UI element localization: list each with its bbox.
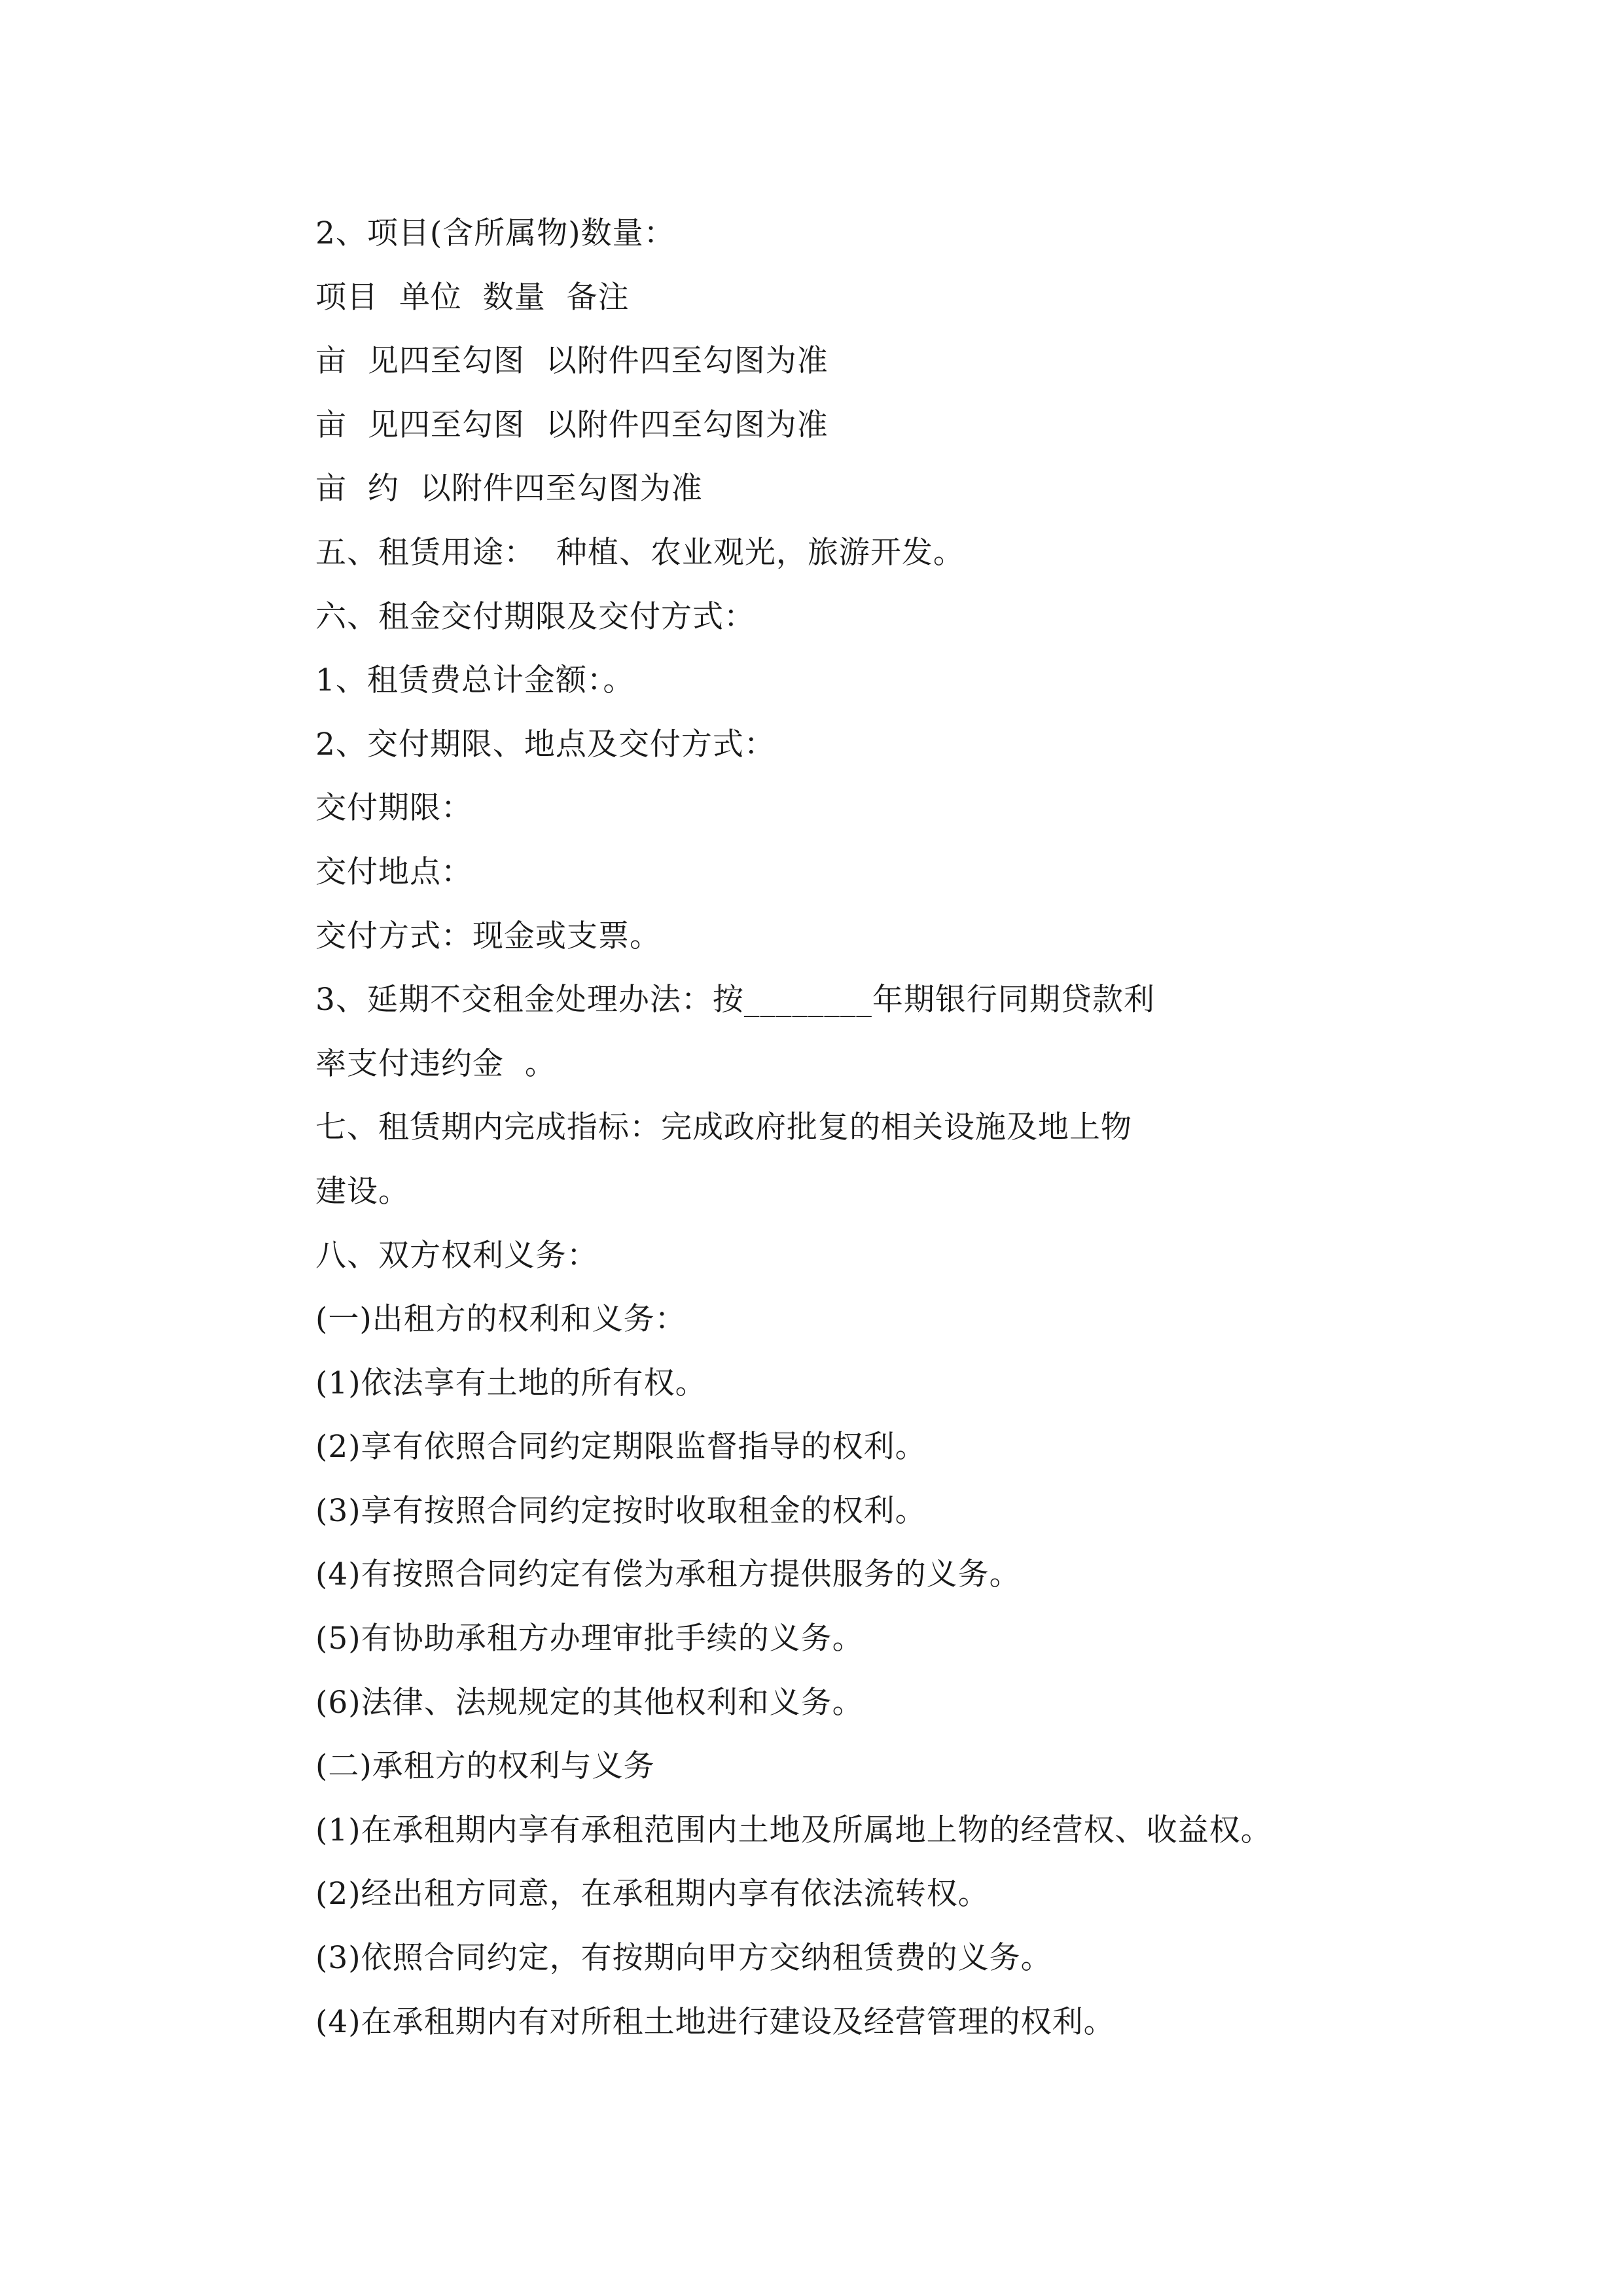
subsection-heading-lessee: (二)承租方的权利与义务 [315,1748,655,1785]
list-item: (2)享有依照合同约定期限监督指导的权利。 [315,1429,927,1465]
table-row: 亩 见四至勾图 以附件四至勾图为准 [315,343,829,380]
list-item: (3)依照合同约定，有按期向甲方交纳租赁费的义务。 [315,1940,1052,1977]
list-item: (4)在承租期内有对所租土地进行建设及经营管理的权利。 [315,2003,1115,2040]
list-item: (3)享有按照合同约定按时收取租金的权利。 [315,1492,927,1529]
document-body [315,202,1480,2054]
table-row: 亩 见四至勾图 以附件四至勾图为准 [315,406,829,443]
list-item: (1)在承租期内享有承租范围内土地及所属地上物的经营权、收益权。 [315,1812,1272,1848]
paragraph-payment-method: 交付方式：现金或支票。 [315,918,661,954]
paragraph-payment-deadline: 交付期限： [315,790,473,827]
subsection-heading-lessor: (一)出租方的权利和义务： [315,1301,687,1338]
paragraph-payment-terms: 2、交付期限、地点及交付方式： [315,726,776,762]
paragraph-late-payment: 3、延期不交租金处理办法：按________年期银行同期贷款利 [315,982,1155,1018]
paragraph-payment-location: 交付地点： [315,853,473,890]
list-item: (2)经出租方同意，在承租期内享有依法流转权。 [315,1876,990,1912]
clause-completion-targets-cont: 建设。 [315,1173,410,1210]
section-heading-rights-obligations: 八、双方权利义务： [315,1237,598,1274]
paragraph-total-amount: 1、租赁费总计金额：。 [315,662,635,699]
list-item: (5)有协助承租方办理审批手续的义务。 [315,1621,864,1657]
paragraph-late-payment-cont: 率支付违约金 。 [315,1045,556,1082]
section-heading-rent-payment: 六、租金交付期限及交付方式： [315,598,755,635]
list-item: (1)依法享有土地的所有权。 [315,1365,707,1401]
table-row: 亩 约 以附件四至勾图为准 [315,471,703,507]
table-header-row: 项目 单位 数量 备注 [315,279,630,315]
clause-lease-purpose: 五、租赁用途： 种植、农业观光，旅游开发。 [315,534,965,571]
clause-completion-targets: 七、租赁期内完成指标：完成政府批复的相关设施及地上物 [315,1109,1132,1146]
list-item: (6)法律、法规规定的其他权利和义务。 [315,1684,864,1721]
list-item: (4)有按照合同约定有偿为承租方提供服务的义务。 [315,1556,1021,1593]
section-heading-item-quantity: 2、项目(含所属物)数量： [315,215,675,251]
